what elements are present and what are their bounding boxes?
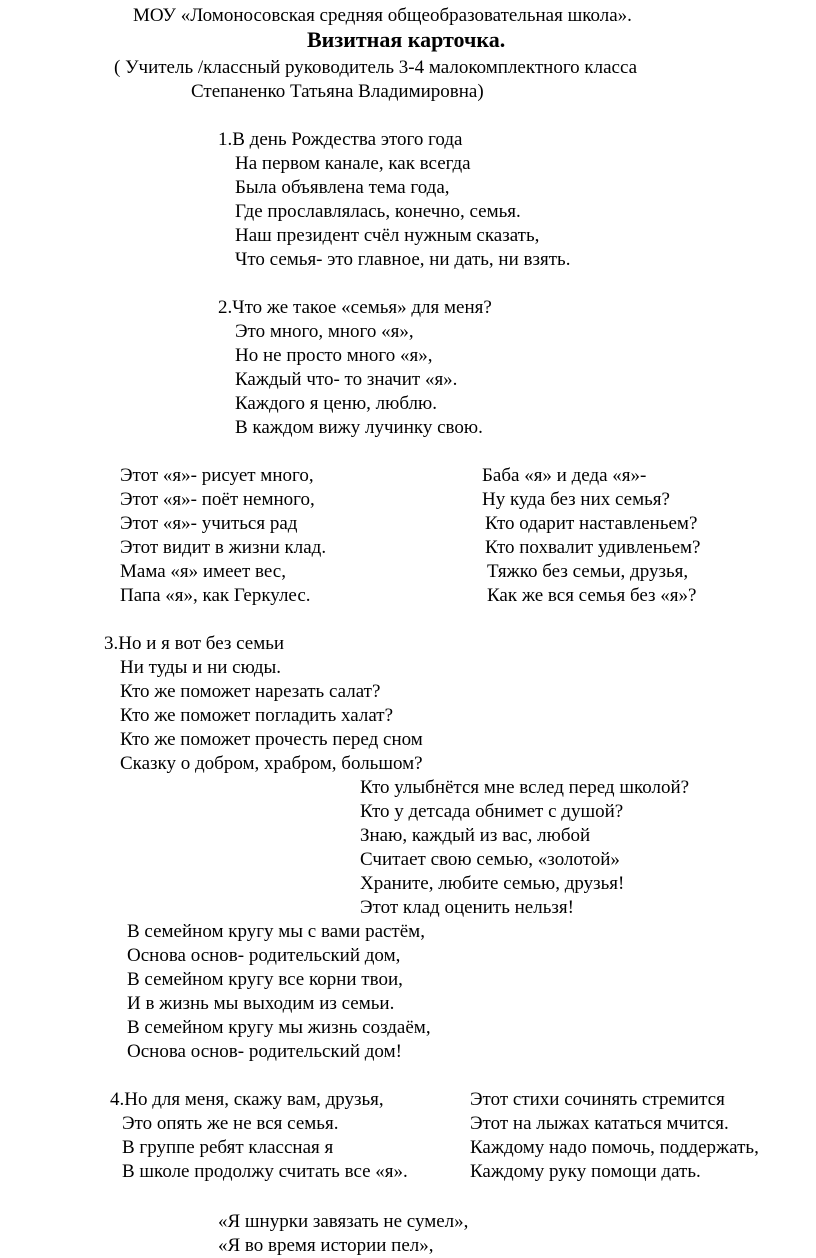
verse3-line: Кто же поможет нарезать салат?: [120, 681, 381, 702]
verse4-right-line: Этот стихи сочинять стремится: [470, 1089, 725, 1110]
family-verse-line: Основа основ- родительский дом,: [127, 945, 401, 966]
verse4-right-line: Каждому надо помочь, поддержать,: [470, 1137, 759, 1158]
school-name: МОУ «Ломоносовская средняя общеобразовательная школа».: [133, 5, 632, 26]
verse2-line: Это много, много «я»,: [235, 321, 414, 342]
column-left-line: Мама «я» имеет вес,: [120, 561, 286, 582]
verse4-right-line: Каждому руку помощи дать.: [470, 1161, 701, 1182]
column-right-line: Ну куда без них семья?: [482, 489, 670, 510]
column-left-line: Этот «я»- поёт немного,: [120, 489, 315, 510]
family-verse-line: В семейном кругу мы жизнь создаём,: [127, 1017, 431, 1038]
column-left-line: Этот видит в жизни клад.: [120, 537, 327, 558]
column-left-line: Этот «я»- рисует много,: [120, 465, 314, 486]
verse3-right-line: Храните, любите семью, друзья!: [360, 873, 625, 894]
verse5-line: «Я шнурки завязать не сумел»,: [218, 1211, 469, 1232]
column-left-line: Папа «я», как Геркулес.: [120, 585, 311, 606]
verse3-right-line: Кто улыбнётся мне вслед перед школой?: [360, 777, 690, 798]
verse3-line: Сказку о добром, храбром, большом?: [120, 753, 423, 774]
verse3-right-line: Считает свою семью, «золотой»: [360, 849, 620, 870]
verse2-line: Но не просто много «я»,: [235, 345, 433, 366]
column-right-line: Тяжко без семьи, друзья,: [487, 561, 689, 582]
verse1-line: На первом канале, как всегда: [235, 153, 471, 174]
verse1-line: Что семья- это главное, ни дать, ни взять.: [235, 249, 571, 270]
verse1-line: 1.В день Рождества этого года: [218, 129, 463, 150]
verse3-line: Кто же поможет погладить халат?: [120, 705, 394, 726]
verse5-line: «Я во время истории пел»,: [218, 1235, 434, 1256]
verse2-line: Каждый что- то значит «я».: [235, 369, 458, 390]
verse1-line: Была объявлена тема года,: [235, 177, 450, 198]
subtitle-line-2: Степаненко Татьяна Владимировна): [191, 81, 484, 102]
family-verse-line: Основа основ- родительский дом!: [127, 1041, 402, 1062]
verse4-left-line: В группе ребят классная я: [122, 1137, 334, 1158]
verse1-line: Где прославлялась, конечно, семья.: [235, 201, 521, 222]
verse3-right-line: Кто у детсада обнимет с душой?: [360, 801, 624, 822]
verse4-left-line: Это опять же не вся семья.: [122, 1113, 339, 1134]
verse2-line: Каждого я ценю, люблю.: [235, 393, 437, 414]
verse4-left-line: 4.Но для меня, скажу вам, друзья,: [110, 1089, 384, 1110]
column-right-line: Как же вся семья без «я»?: [487, 585, 697, 606]
verse3-line: 3.Но и я вот без семьи: [104, 633, 285, 654]
verse3-right-line: Знаю, каждый из вас, любой: [360, 825, 591, 846]
verse4-left-line: В школе продолжу считать все «я».: [122, 1161, 408, 1182]
verse3-line: Ни туды и ни сюды.: [120, 657, 282, 678]
family-verse-line: В семейном кругу мы с вами растём,: [127, 921, 425, 942]
column-right-line: Кто одарит наставленьем?: [485, 513, 698, 534]
verse2-line: В каждом вижу лучинку свою.: [235, 417, 483, 438]
verse3-line: Кто же поможет прочесть перед сном: [120, 729, 423, 750]
verse2-line: 2.Что же такое «семья» для меня?: [218, 297, 492, 318]
page-title: Визитная карточка.: [307, 27, 506, 52]
verse3-right-line: Этот клад оценить нельзя!: [360, 897, 574, 918]
family-verse-line: В семейном кругу все корни твои,: [127, 969, 403, 990]
subtitle-line-1: ( Учитель /классный руководитель 3-4 малокомплектного класса: [114, 57, 638, 78]
column-right-line: Баба «я» и деда «я»-: [482, 465, 647, 486]
column-right-line: Кто похвалит удивленьем?: [485, 537, 701, 558]
verse1-line: Наш президент счёл нужным сказать,: [235, 225, 540, 246]
column-left-line: Этот «я»- учиться рад: [120, 513, 298, 534]
family-verse-line: И в жизнь мы выходим из семьи.: [127, 993, 395, 1014]
verse4-right-line: Этот на лыжах кататься мчится.: [470, 1113, 729, 1134]
